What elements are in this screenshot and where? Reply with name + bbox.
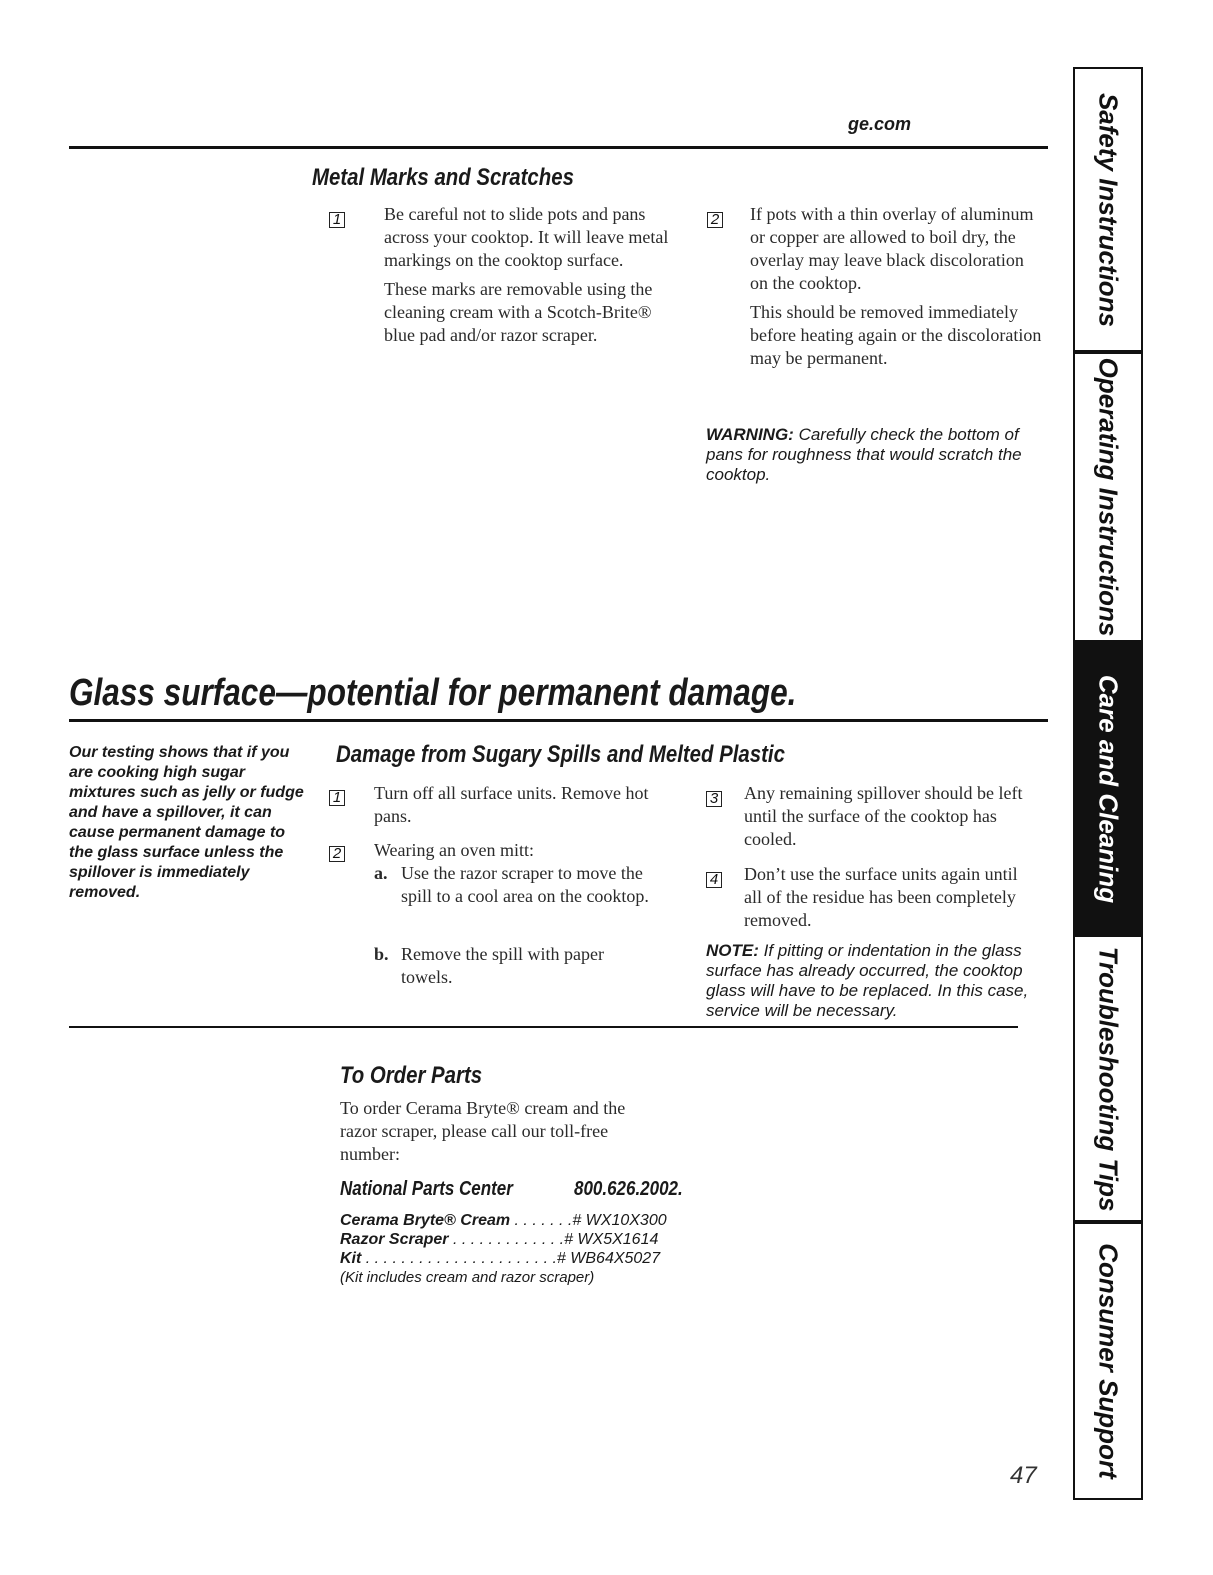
glass-substep-a: Use the razor scraper to move the spill to a cool area on the cooktop. — [401, 863, 649, 906]
order-section-title: To Order Parts — [340, 1062, 483, 1089]
tab-safety-instructions[interactable] — [1073, 67, 1143, 352]
paragraph: Be careful not to slide pots and pans across your cooktop. It will leave metal markings on the cooktop surface. — [384, 204, 669, 270]
paragraph: If pots with a thin overlay of aluminum or copper are allowed to boil dry, the overlay may leave black discoloration on the cooktop. — [750, 204, 1034, 293]
tab-label: Safety Instructions — [1093, 92, 1124, 327]
step-number-box: 1 — [329, 212, 345, 228]
part-row — [340, 1212, 700, 1231]
tab-label: Care and Cleaning — [1093, 674, 1124, 903]
header-rule — [69, 146, 1048, 149]
warning-label: WARNING: — [706, 425, 794, 444]
paragraph: These marks are removable using the cleaning cream with a Scotch-Brite® blue pad and/or razor scraper. — [384, 279, 653, 345]
metal-section-title: Metal Marks and Scratches — [312, 164, 574, 191]
note-text: If pitting or indentation in the glass surface has already occurred, the cooktop glass will have to be replaced. In this case, service will be necessary. — [706, 941, 1029, 1020]
note-label: NOTE: — [706, 941, 759, 960]
parts-center-label: National Parts Center — [340, 1178, 513, 1200]
step-number-box: 2 — [707, 212, 723, 228]
tab-consumer-support[interactable] — [1073, 1222, 1143, 1500]
step-number-box: 4 — [706, 872, 722, 888]
glass-section-title: Glass surface—potential for permanent damage. — [69, 672, 797, 714]
substep-letter: b. — [374, 944, 389, 964]
page-number: 47 — [1010, 1462, 1037, 1489]
leader-dots: . . . . . . . . . . . . . . . . . . . . . . — [361, 1250, 557, 1267]
glass-subtitle: Damage from Sugary Spills and Melted Plastic — [336, 741, 785, 768]
tab-operating-instructions[interactable] — [1073, 352, 1143, 642]
glass-step-3: Any remaining spillover should be left until the surface of the cooktop has cooled. — [744, 783, 1023, 849]
parts-center-phone: 800.626.2002. — [574, 1178, 683, 1200]
part-name: Cerama Bryte® Cream — [340, 1212, 511, 1229]
glass-step-4: Don’t use the surface units again until all of the residue has been completely removed. — [744, 864, 1018, 930]
substep-letter: a. — [374, 863, 388, 883]
site-url: ge.com — [848, 114, 912, 134]
parts-list — [340, 1212, 700, 1288]
leader-dots: . . . . . . . — [510, 1212, 573, 1229]
part-number: # WB64X5027 — [556, 1250, 661, 1267]
warning-text: Carefully check the bottom of pans for roughness that would scratch the cooktop. — [706, 425, 1022, 484]
step-number-box: 1 — [329, 790, 345, 806]
step-number-box: 2 — [329, 846, 345, 862]
glass-step-2: Wearing an oven mitt: — [374, 840, 535, 860]
part-row — [340, 1250, 700, 1269]
tab-troubleshooting-tips[interactable] — [1073, 935, 1143, 1222]
step-number-box: 3 — [706, 791, 722, 807]
part-name: Kit — [340, 1250, 362, 1267]
tab-label: Troubleshooting Tips — [1093, 946, 1124, 1211]
part-row — [340, 1231, 700, 1250]
paragraph: This should be removed immediately before heating again or the discoloration may be permanent. — [750, 302, 1042, 368]
glass-step-1: Turn off all surface units. Remove hot pans. — [374, 783, 649, 826]
warning-note — [706, 425, 1046, 485]
glass-substep-b: Remove the spill with paper towels. — [401, 944, 604, 987]
tab-care-and-cleaning[interactable] — [1073, 642, 1143, 935]
tab-label: Consumer Support — [1093, 1243, 1124, 1479]
part-name: Razor Scraper — [340, 1231, 449, 1248]
part-number: # WX10X300 — [572, 1212, 667, 1229]
leader-dots: . . . . . . . . . . . . . — [448, 1231, 565, 1248]
kit-note: (Kit includes cream and razor scraper) — [340, 1269, 595, 1286]
glass-note — [706, 941, 1046, 1021]
glass-section-rule — [69, 719, 1048, 722]
metal-item-2 — [750, 203, 1045, 370]
sidebar-note: Our testing shows that if you are cooking high sugar mixtures such as jelly or fudge and have a spillover, it can cause permanent damage to the glass surface unless the spillover is immediately removed. — [69, 744, 304, 901]
metal-item-1 — [384, 203, 674, 347]
part-number: # WX5X1614 — [564, 1231, 659, 1248]
order-intro: To order Cerama Bryte® cream and the razor scraper, please call our toll-free number: — [340, 1098, 626, 1164]
order-section-rule — [69, 1026, 1018, 1028]
tab-label: Operating Instructions — [1093, 357, 1124, 637]
